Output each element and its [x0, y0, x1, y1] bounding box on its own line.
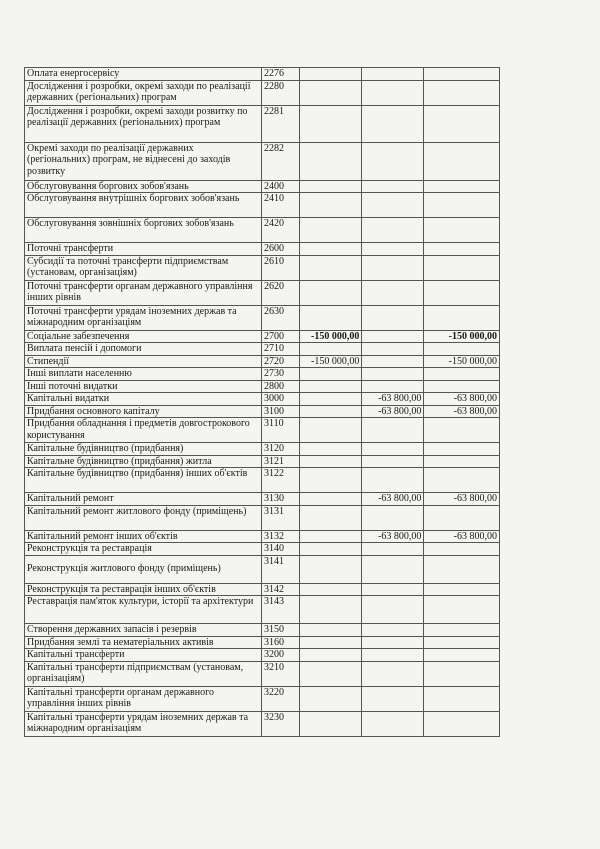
- cell-code: 3141: [261, 555, 299, 583]
- cell-code: 2630: [261, 305, 299, 330]
- cell-v2: [362, 596, 424, 624]
- table-row: [25, 355, 500, 368]
- cell-code: 3143: [261, 596, 299, 624]
- cell-v1: [300, 455, 362, 468]
- cell-code: 3140: [261, 543, 299, 556]
- cell-code: 2610: [261, 255, 299, 280]
- cell-v1: [300, 649, 362, 662]
- cell-code: 2280: [261, 80, 299, 105]
- cell-v3: -63 800,00: [424, 393, 500, 406]
- cell-v2: -63 800,00: [362, 405, 424, 418]
- table-row: [25, 180, 500, 193]
- cell-code: 3100: [261, 405, 299, 418]
- table-row: [25, 68, 500, 81]
- cell-name: Капітальне будівництво (придбання) інших об'єктів: [25, 468, 262, 493]
- table-row: [25, 583, 500, 596]
- cell-v1: [300, 193, 362, 218]
- cell-v2: [362, 455, 424, 468]
- cell-v3: -63 800,00: [424, 493, 500, 506]
- cell-v2: [362, 649, 424, 662]
- cell-v1: [300, 543, 362, 556]
- cell-v1: [300, 80, 362, 105]
- cell-v1: [300, 443, 362, 456]
- cell-v2: [362, 193, 424, 218]
- cell-v2: [362, 543, 424, 556]
- cell-v3: [424, 243, 500, 256]
- cell-v1: [300, 218, 362, 243]
- cell-name: Соціальне забезпечення: [25, 330, 262, 343]
- cell-name: Поточні трансферти органам державного управління інших рівнів: [25, 280, 262, 305]
- cell-v2: [362, 243, 424, 256]
- cell-v1: [300, 393, 362, 406]
- cell-v3: [424, 505, 500, 530]
- cell-v3: [424, 596, 500, 624]
- table-row: [25, 305, 500, 330]
- cell-code: 2800: [261, 380, 299, 393]
- table-row: [25, 555, 500, 583]
- cell-v1: [300, 280, 362, 305]
- cell-v3: [424, 455, 500, 468]
- cell-code: 3210: [261, 661, 299, 686]
- table-row: [25, 105, 500, 142]
- cell-v3: [424, 468, 500, 493]
- cell-v3: [424, 543, 500, 556]
- cell-code: 2276: [261, 68, 299, 81]
- cell-v1: [300, 493, 362, 506]
- cell-name: Капітальний ремонт: [25, 493, 262, 506]
- cell-name: Реконструкція та реставрація інших об'єктів: [25, 583, 262, 596]
- cell-v3: [424, 105, 500, 142]
- cell-v3: [424, 80, 500, 105]
- cell-name: Окремі заходи по реалізації державних (регіональних) програм, не віднесені до заходів розвитку: [25, 142, 262, 180]
- cell-code: 3200: [261, 649, 299, 662]
- cell-code: 3000: [261, 393, 299, 406]
- cell-v2: [362, 330, 424, 343]
- cell-name: Обслуговування внутрішніх боргових зобов'язань: [25, 193, 262, 218]
- table-row: [25, 418, 500, 443]
- cell-v1: [300, 596, 362, 624]
- cell-v2: [362, 555, 424, 583]
- cell-v1: [300, 255, 362, 280]
- cell-v2: [362, 443, 424, 456]
- table-row: [25, 280, 500, 305]
- cell-v1: [300, 555, 362, 583]
- table-row: [25, 380, 500, 393]
- cell-name: Придбання основного капіталу: [25, 405, 262, 418]
- table-row: [25, 468, 500, 493]
- cell-v1: [300, 530, 362, 543]
- table-row: [25, 218, 500, 243]
- cell-name: Капітальні трансферти підприємствам (установам, організаціям): [25, 661, 262, 686]
- table-row: [25, 80, 500, 105]
- cell-code: 2410: [261, 193, 299, 218]
- cell-name: Придбання землі та нематеріальних активів: [25, 636, 262, 649]
- cell-code: 2720: [261, 355, 299, 368]
- cell-v1: [300, 711, 362, 736]
- cell-code: 2281: [261, 105, 299, 142]
- cell-v3: [424, 418, 500, 443]
- cell-v2: [362, 505, 424, 530]
- cell-v1: [300, 468, 362, 493]
- cell-v2: [362, 624, 424, 637]
- cell-v3: [424, 583, 500, 596]
- cell-v3: -63 800,00: [424, 530, 500, 543]
- cell-code: 3150: [261, 624, 299, 637]
- cell-v3: [424, 255, 500, 280]
- cell-name: Поточні трансферти: [25, 243, 262, 256]
- cell-v3: [424, 193, 500, 218]
- cell-code: 2282: [261, 142, 299, 180]
- cell-v1: [300, 661, 362, 686]
- cell-v2: [362, 280, 424, 305]
- table-row: [25, 455, 500, 468]
- cell-name: Капітальне будівництво (придбання) житла: [25, 455, 262, 468]
- cell-v1: [300, 142, 362, 180]
- budget-table: [24, 67, 500, 737]
- cell-v1: [300, 686, 362, 711]
- cell-v2: -63 800,00: [362, 530, 424, 543]
- cell-code: 3131: [261, 505, 299, 530]
- table-row: [25, 368, 500, 381]
- cell-name: Капітальний ремонт житлового фонду (приміщень): [25, 505, 262, 530]
- cell-v3: [424, 280, 500, 305]
- cell-name: Обслуговування боргових зобов'язань: [25, 180, 262, 193]
- cell-name: Інші виплати населенню: [25, 368, 262, 381]
- table-row: [25, 142, 500, 180]
- cell-name: Субсидії та поточні трансферти підприємствам (установам, організаціям): [25, 255, 262, 280]
- table-row: [25, 636, 500, 649]
- cell-v1: -150 000,00: [300, 355, 362, 368]
- cell-name: Придбання обладнання і предметів довгострокового користування: [25, 418, 262, 443]
- cell-v2: [362, 661, 424, 686]
- cell-name: Капітальні трансферти урядам іноземних держав та міжнародним організаціям: [25, 711, 262, 736]
- table-row: [25, 255, 500, 280]
- cell-v2: [362, 68, 424, 81]
- cell-v3: -63 800,00: [424, 405, 500, 418]
- cell-v2: [362, 180, 424, 193]
- cell-v3: [424, 343, 500, 356]
- cell-name: Реконструкція та реставрація: [25, 543, 262, 556]
- cell-v1: [300, 180, 362, 193]
- cell-name: Капітальні трансферти органам державного управління інших рівнів: [25, 686, 262, 711]
- cell-name: Реставрація пам'яток культури, історії та архітектури: [25, 596, 262, 624]
- cell-v1: [300, 418, 362, 443]
- cell-name: Реконструкція житлового фонду (приміщень): [25, 555, 262, 583]
- cell-v2: [362, 305, 424, 330]
- cell-name: Оплата енергосервісу: [25, 68, 262, 81]
- cell-v3: [424, 649, 500, 662]
- cell-v3: [424, 711, 500, 736]
- table-row: [25, 711, 500, 736]
- cell-v2: [362, 418, 424, 443]
- cell-v1: -150 000,00: [300, 330, 362, 343]
- table-row: [25, 193, 500, 218]
- cell-v1: [300, 368, 362, 381]
- cell-v2: -63 800,00: [362, 493, 424, 506]
- cell-v2: [362, 343, 424, 356]
- cell-v3: [424, 661, 500, 686]
- cell-v1: [300, 505, 362, 530]
- cell-v2: -63 800,00: [362, 393, 424, 406]
- cell-v1: [300, 583, 362, 596]
- cell-v3: [424, 624, 500, 637]
- cell-code: 2420: [261, 218, 299, 243]
- table-row: [25, 405, 500, 418]
- cell-v1: [300, 68, 362, 81]
- cell-v3: [424, 68, 500, 81]
- cell-v2: [362, 468, 424, 493]
- cell-code: 3230: [261, 711, 299, 736]
- cell-v3: [424, 180, 500, 193]
- cell-v3: [424, 368, 500, 381]
- cell-code: 2620: [261, 280, 299, 305]
- table-row: [25, 543, 500, 556]
- cell-v2: [362, 380, 424, 393]
- cell-v3: [424, 380, 500, 393]
- cell-v3: [424, 142, 500, 180]
- table-row: [25, 505, 500, 530]
- cell-code: 3220: [261, 686, 299, 711]
- cell-v1: [300, 305, 362, 330]
- cell-v1: [300, 105, 362, 142]
- table-row: [25, 330, 500, 343]
- cell-v2: [362, 255, 424, 280]
- cell-v2: [362, 583, 424, 596]
- table-row: [25, 530, 500, 543]
- cell-v1: [300, 243, 362, 256]
- cell-v3: [424, 443, 500, 456]
- cell-code: 3130: [261, 493, 299, 506]
- cell-v2: [362, 686, 424, 711]
- table-row: [25, 243, 500, 256]
- table-row: [25, 624, 500, 637]
- cell-code: 2710: [261, 343, 299, 356]
- cell-code: 3160: [261, 636, 299, 649]
- table-row: [25, 661, 500, 686]
- cell-name: Створення державних запасів і резервів: [25, 624, 262, 637]
- cell-name: Капітальне будівництво (придбання): [25, 443, 262, 456]
- cell-code: 3142: [261, 583, 299, 596]
- cell-name: Стипендії: [25, 355, 262, 368]
- cell-v2: [362, 355, 424, 368]
- cell-code: 3110: [261, 418, 299, 443]
- cell-v3: [424, 218, 500, 243]
- table-row: [25, 596, 500, 624]
- cell-v3: [424, 305, 500, 330]
- cell-v2: [362, 142, 424, 180]
- cell-v2: [362, 105, 424, 142]
- cell-v3: -150 000,00: [424, 355, 500, 368]
- cell-v3: [424, 636, 500, 649]
- cell-name: Капітальний ремонт інших об'єктів: [25, 530, 262, 543]
- cell-name: Дослідження і розробки, окремі заходи по реалізації державних (регіональних) програм: [25, 80, 262, 105]
- cell-code: 2600: [261, 243, 299, 256]
- cell-name: Виплата пенсій і допомоги: [25, 343, 262, 356]
- cell-v2: [362, 80, 424, 105]
- cell-v2: [362, 368, 424, 381]
- table-row: [25, 393, 500, 406]
- cell-v3: [424, 555, 500, 583]
- cell-name: Обслуговування зовнішніх боргових зобов'язань: [25, 218, 262, 243]
- cell-name: Поточні трансферти урядам іноземних держав та міжнародним організаціям: [25, 305, 262, 330]
- table-row: [25, 686, 500, 711]
- cell-name: Інші поточні видатки: [25, 380, 262, 393]
- table-row: [25, 343, 500, 356]
- cell-code: 3121: [261, 455, 299, 468]
- table-row: [25, 493, 500, 506]
- table-row: [25, 443, 500, 456]
- cell-name: Дослідження і розробки, окремі заходи розвитку по реалізації державних (регіональних) програм: [25, 105, 262, 142]
- cell-code: 2400: [261, 180, 299, 193]
- cell-code: 3120: [261, 443, 299, 456]
- cell-code: 2730: [261, 368, 299, 381]
- cell-code: 3132: [261, 530, 299, 543]
- cell-v2: [362, 711, 424, 736]
- cell-code: 2700: [261, 330, 299, 343]
- cell-code: 3122: [261, 468, 299, 493]
- cell-v1: [300, 405, 362, 418]
- cell-v1: [300, 636, 362, 649]
- table-row: [25, 649, 500, 662]
- cell-v2: [362, 218, 424, 243]
- cell-v2: [362, 636, 424, 649]
- cell-v3: [424, 686, 500, 711]
- cell-name: Капітальні видатки: [25, 393, 262, 406]
- budget-table-body: [25, 68, 500, 737]
- cell-v1: [300, 380, 362, 393]
- cell-v1: [300, 624, 362, 637]
- cell-name: Капітальні трансферти: [25, 649, 262, 662]
- cell-v1: [300, 343, 362, 356]
- cell-v3: -150 000,00: [424, 330, 500, 343]
